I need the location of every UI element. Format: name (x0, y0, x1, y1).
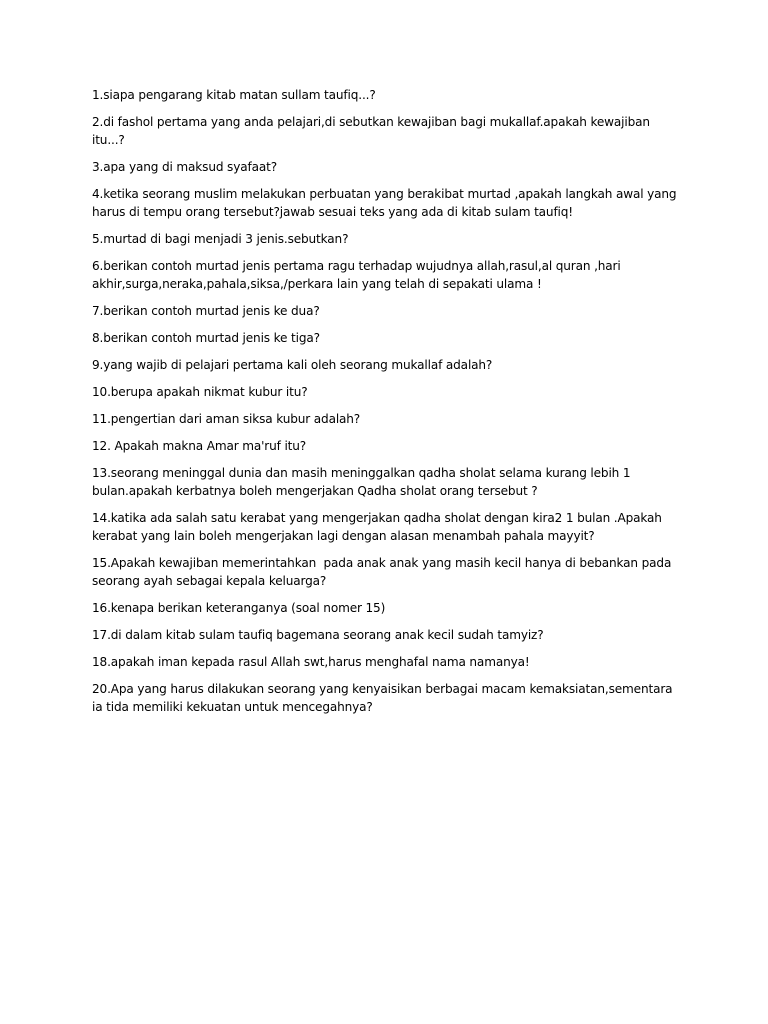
question-item: 17.di dalam kitab sulam taufiq bagemana seorang anak kecil sudah tamyiz? (92, 628, 544, 642)
question-item: 12. Apakah makna Amar ma'ruf itu? (92, 439, 307, 453)
question-item: 9.yang wajib di pelajari pertama kali oleh seorang mukallaf adalah? (92, 358, 493, 372)
question-item: 5.murtad di bagi menjadi 3 jenis.sebutkan? (92, 232, 349, 246)
question-item: 3.apa yang di maksud syafaat? (92, 160, 277, 174)
question-item: 2.di fashol pertama yang anda pelajari,di sebutkan kewajiban bagi mukallaf.apakah kewajiban itu...? (92, 115, 654, 147)
question-item: 7.berikan contoh murtad jenis ke dua? (92, 304, 320, 318)
question-item: 13.seorang meninggal dunia dan masih meninggalkan qadha sholat selama kurang lebih 1 bulan.apakah kerbatnya boleh mengerjakan Qadha sholat orang tersebut ? (92, 466, 635, 498)
question-item: 15.Apakah kewajiban memerintahkan pada anak anak yang masih kecil hanya di bebankan pada seorang ayah sebagai kepala keluarga? (92, 556, 675, 588)
question-item: 18.apakah iman kepada rasul Allah swt,harus menghafal nama namanya! (92, 655, 530, 669)
question-item: 10.berupa apakah nikmat kubur itu? (92, 385, 308, 399)
question-item: 1.siapa pengarang kitab matan sullam taufiq...? (92, 88, 376, 102)
question-item: 20.Apa yang harus dilakukan seorang yang kenyaisikan berbagai macam kemaksiatan,sementara ia tida memiliki kekuatan untuk mencegahnya? (92, 682, 677, 714)
question-list (92, 86, 682, 725)
question-item: 14.katika ada salah satu kerabat yang mengerjakan qadha sholat dengan kira2 1 bulan .Apakah kerabat yang lain boleh mengerjakan lagi dengan alasan menambah pahala mayyit? (92, 511, 666, 543)
question-item: 8.berikan contoh murtad jenis ke tiga? (92, 331, 320, 345)
question-item: 11.pengertian dari aman siksa kubur adalah? (92, 412, 361, 426)
question-item: 4.ketika seorang muslim melakukan perbuatan yang berakibat murtad ,apakah langkah awal yang harus di tempu orang tersebut?jawab sesuai teks yang ada di kitab sulam taufiq! (92, 187, 681, 219)
question-item: 6.berikan contoh murtad jenis pertama ragu terhadap wujudnya allah,rasul,al quran ,hari akhir,surga,neraka,pahala,siksa,/perkara lain yang telah di sepakati ulama ! (92, 259, 625, 291)
question-item: 16.kenapa berikan keteranganya (soal nomer 15) (92, 601, 386, 615)
